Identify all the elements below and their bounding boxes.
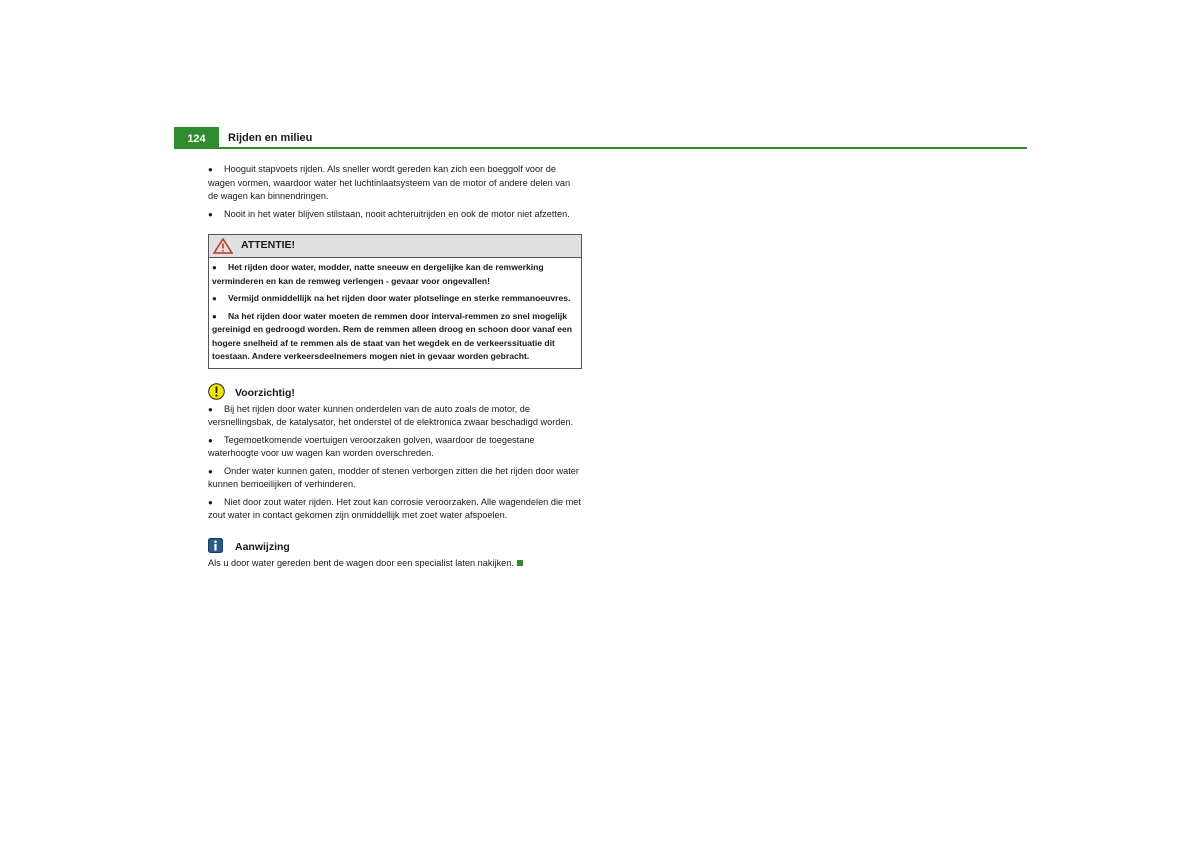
attention-text: Na het rijden door water moeten de remmen door interval-remmen zo snel mogelijk gereinigd en gedroogd worden. Rem de remmen alleen droog en schoon door vanaf een hogere snelheid af te remmen als de staat van het wegdek en de verkeerssituatie dit toestaan. Andere verkeersdeelnemers mogen niet in gevaar worden gebracht. <box>212 310 573 361</box>
attention-text: Het rijden door water, modder, natte sneeuw en dergelijke kan de remwerking verminderen en kan de remweg verlengen - gevaar voor ongevallen! <box>212 262 544 286</box>
bullet-icon: ● <box>208 404 213 414</box>
end-of-section-icon <box>517 560 523 566</box>
caution-text: Bij het rijden door water kunnen onderdelen van de auto zoals de motor, de versnellingsbak, de katalysator, het onderstel of de elektronica zwaar beschadigd worden. <box>208 403 574 427</box>
bullet-text: Hooguit stapvoets rijden. Als sneller wordt gereden kan zich een boeggolf voor de wagen vormen, waardoor water het luchtinlaatsysteem van de motor of andere delen van de wagen kan binnendringen. <box>208 164 571 201</box>
note-header <box>208 537 582 555</box>
caution-title: Voorzichtig! <box>235 387 295 400</box>
bullet-icon: ● <box>208 209 213 219</box>
attention-box <box>208 234 582 369</box>
note-title: Aanwijzing <box>235 541 290 554</box>
caution-list <box>208 403 582 523</box>
list-item <box>212 261 578 288</box>
caution-text: Tegemoetkomende voertuigen veroorzaken golven, waardoor de toegestane waterhoogte voor uw wagen kan worden overschreden. <box>208 434 535 458</box>
list-item <box>208 208 582 222</box>
bullet-icon: ● <box>212 311 217 321</box>
note-text: Als u door water gereden bent de wagen door een specialist laten nakijken. <box>208 557 514 568</box>
bullet-icon: ● <box>208 466 213 476</box>
note-section <box>208 537 582 571</box>
exclamation-circle-icon <box>208 383 225 400</box>
page-number: 124 <box>174 127 219 147</box>
warning-triangle-icon <box>213 238 233 254</box>
page-content <box>208 163 582 570</box>
caution-text: Niet door zout water rijden. Het zout kan corrosie veroorzaken. Alle wagendelen die met zout water in contact gekomen zijn onmiddellijk met zoet water afspoelen. <box>208 496 581 520</box>
list-item <box>208 496 582 523</box>
attention-body <box>209 258 581 364</box>
list-item <box>208 403 582 430</box>
info-icon <box>208 538 223 553</box>
list-item <box>208 434 582 461</box>
list-item <box>212 292 578 306</box>
bullet-text: Nooit in het water blijven stilstaan, nooit achteruitrijden en ook de motor niet afzetten. <box>224 208 570 219</box>
header-divider <box>174 147 1027 149</box>
list-item <box>212 310 578 364</box>
bullet-icon: ● <box>208 165 213 174</box>
bullet-icon: ● <box>212 263 217 272</box>
note-paragraph <box>208 557 582 571</box>
attention-text: Vermijd onmiddellijk na het rijden door water plotselinge en sterke remmanoeuvres. <box>228 293 571 303</box>
bullet-icon: ● <box>212 294 217 303</box>
list-item <box>208 163 582 204</box>
list-item <box>208 465 582 492</box>
attention-header <box>209 235 581 258</box>
bullet-icon: ● <box>208 497 213 507</box>
page-header <box>174 127 1027 149</box>
caution-text: Onder water kunnen gaten, modder of stenen verborgen zitten die het rijden door water kunnen bemoeilijken of verhinderen. <box>208 465 579 489</box>
bullet-icon: ● <box>208 435 213 445</box>
caution-header <box>208 383 582 401</box>
attention-title: ATTENTIE! <box>241 239 296 252</box>
section-title: Rijden en milieu <box>228 132 313 144</box>
